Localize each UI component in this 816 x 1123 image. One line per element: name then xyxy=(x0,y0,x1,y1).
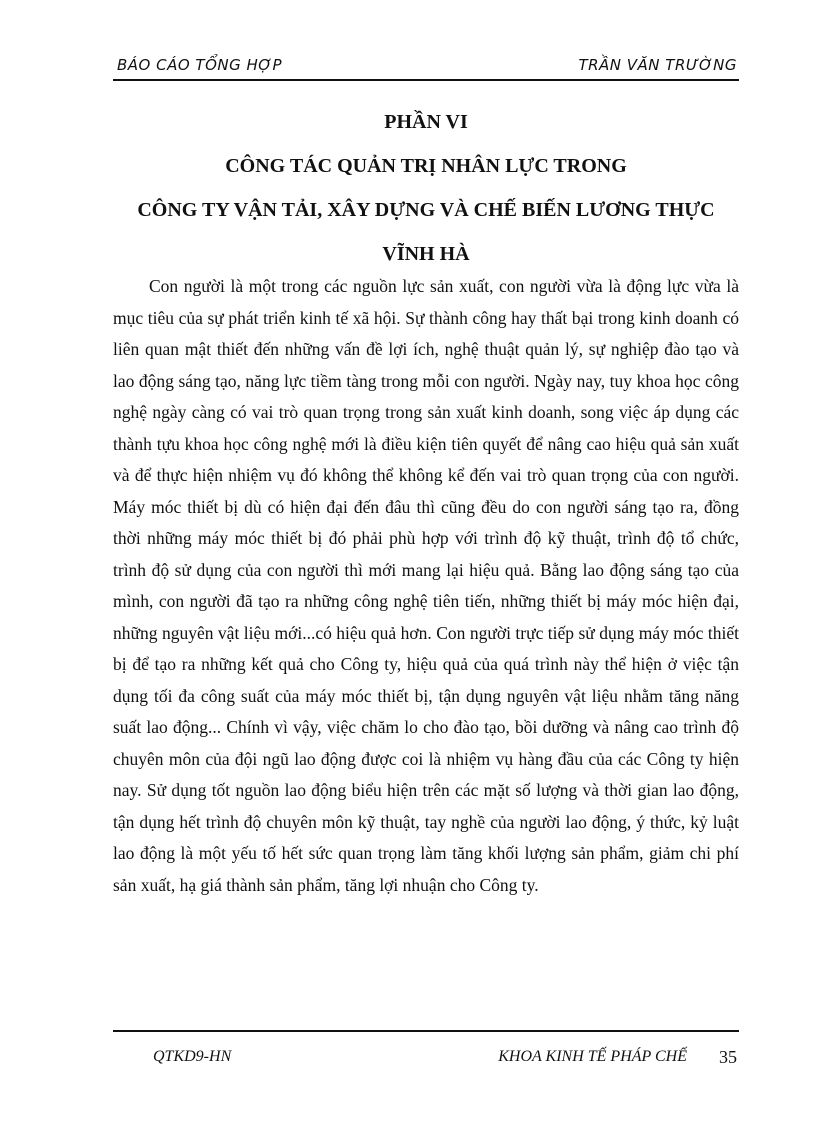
header-report-title: BÁO CÁO TỔNG HỢP xyxy=(117,56,283,74)
part-heading: PHẦN VI xyxy=(384,111,468,133)
footer-class-code: QTKD9-HN xyxy=(153,1048,232,1065)
page-number: 35 xyxy=(719,1047,737,1067)
chapter-title-line-2: CÔNG TY VẬN TẢI, XÂY DỰNG VÀ CHẾ BIẾN LƯƠNG THỰC xyxy=(137,199,715,221)
chapter-title-line-1: CÔNG TÁC QUẢN TRỊ NHÂN LỰC TRONG xyxy=(225,155,627,177)
title-block xyxy=(113,100,739,276)
header-author: TRẦN VĂN TRƯỜNG xyxy=(578,56,737,74)
page-footer xyxy=(113,1030,739,1072)
chapter-title-line-3: VĨNH HÀ xyxy=(382,243,470,265)
page-header xyxy=(113,51,739,81)
footer-faculty: KHOA KINH TẾ PHÁP CHẾ xyxy=(498,1048,687,1065)
body-paragraph: Con người là một trong các nguồn lực sản xuất, con người vừa là động lực vừa là mục tiêu của sự phát triển kinh tế xã hội. Sự thành công hay thất bại trong kinh doanh có liên quan mật thiết đến những vấn đề lợi ích, nghệ thuật quản lý, sự nghiệp đào tạo và lao động sáng tạo, năng lực tiềm tàng trong mỗi con người. Ngày nay, tuy khoa học công nghệ ngày càng có vai trò quan trọng trong sản xuất kinh doanh, song việc áp dụng các thành tựu khoa học công nghệ mới là điều kiện tiên quyết để nâng cao hiệu quả sản xuất và để thực hiện nhiệm vụ đó không thể không kể đến vai trò quan trọng của con người. Máy móc thiết bị dù có hiện đại đến đâu thì cũng đều do con người sáng tạo ra, đồng thời những máy móc thiết bị đó phải phù hợp với trình độ kỹ thuật, trình độ tổ chức, trình độ sử dụng của con người thì mới mang lại hiệu quả. Bằng lao động sáng tạo của mình, con người đã tạo ra những công nghệ tiên tiến, những thiết bị máy móc hiện đại, những nguyên vật liệu mới...có hiệu quả hơn. Con người trực tiếp sử dụng máy móc thiết bị để tạo ra những kết quả cho Công ty, hiệu quả của quá trình này thể hiện ở việc tận dụng tối đa công suất của máy móc thiết bị, tận dụng nguyên vật liệu nhằm tăng năng suất lao động... Chính vì vậy, việc chăm lo cho đào tạo, bồi dưỡng và nâng cao trình độ chuyên môn của đội ngũ lao động được coi là nhiệm vụ hàng đầu của các Công ty hiện nay. Sử dụng tốt nguồn lao động biểu hiện trên các mặt số lượng và thời gian lao động, tận dụng hết trình độ chuyên môn kỹ thuật, tay nghề của người lao động, ý thức, kỷ luật lao động là một yếu tố hết sức quan trọng làm tăng khối lượng sản phẩm, giảm chi phí sản xuất, hạ giá thành sản phẩm, tăng lợi nhuận cho Công ty. xyxy=(113,276,739,895)
